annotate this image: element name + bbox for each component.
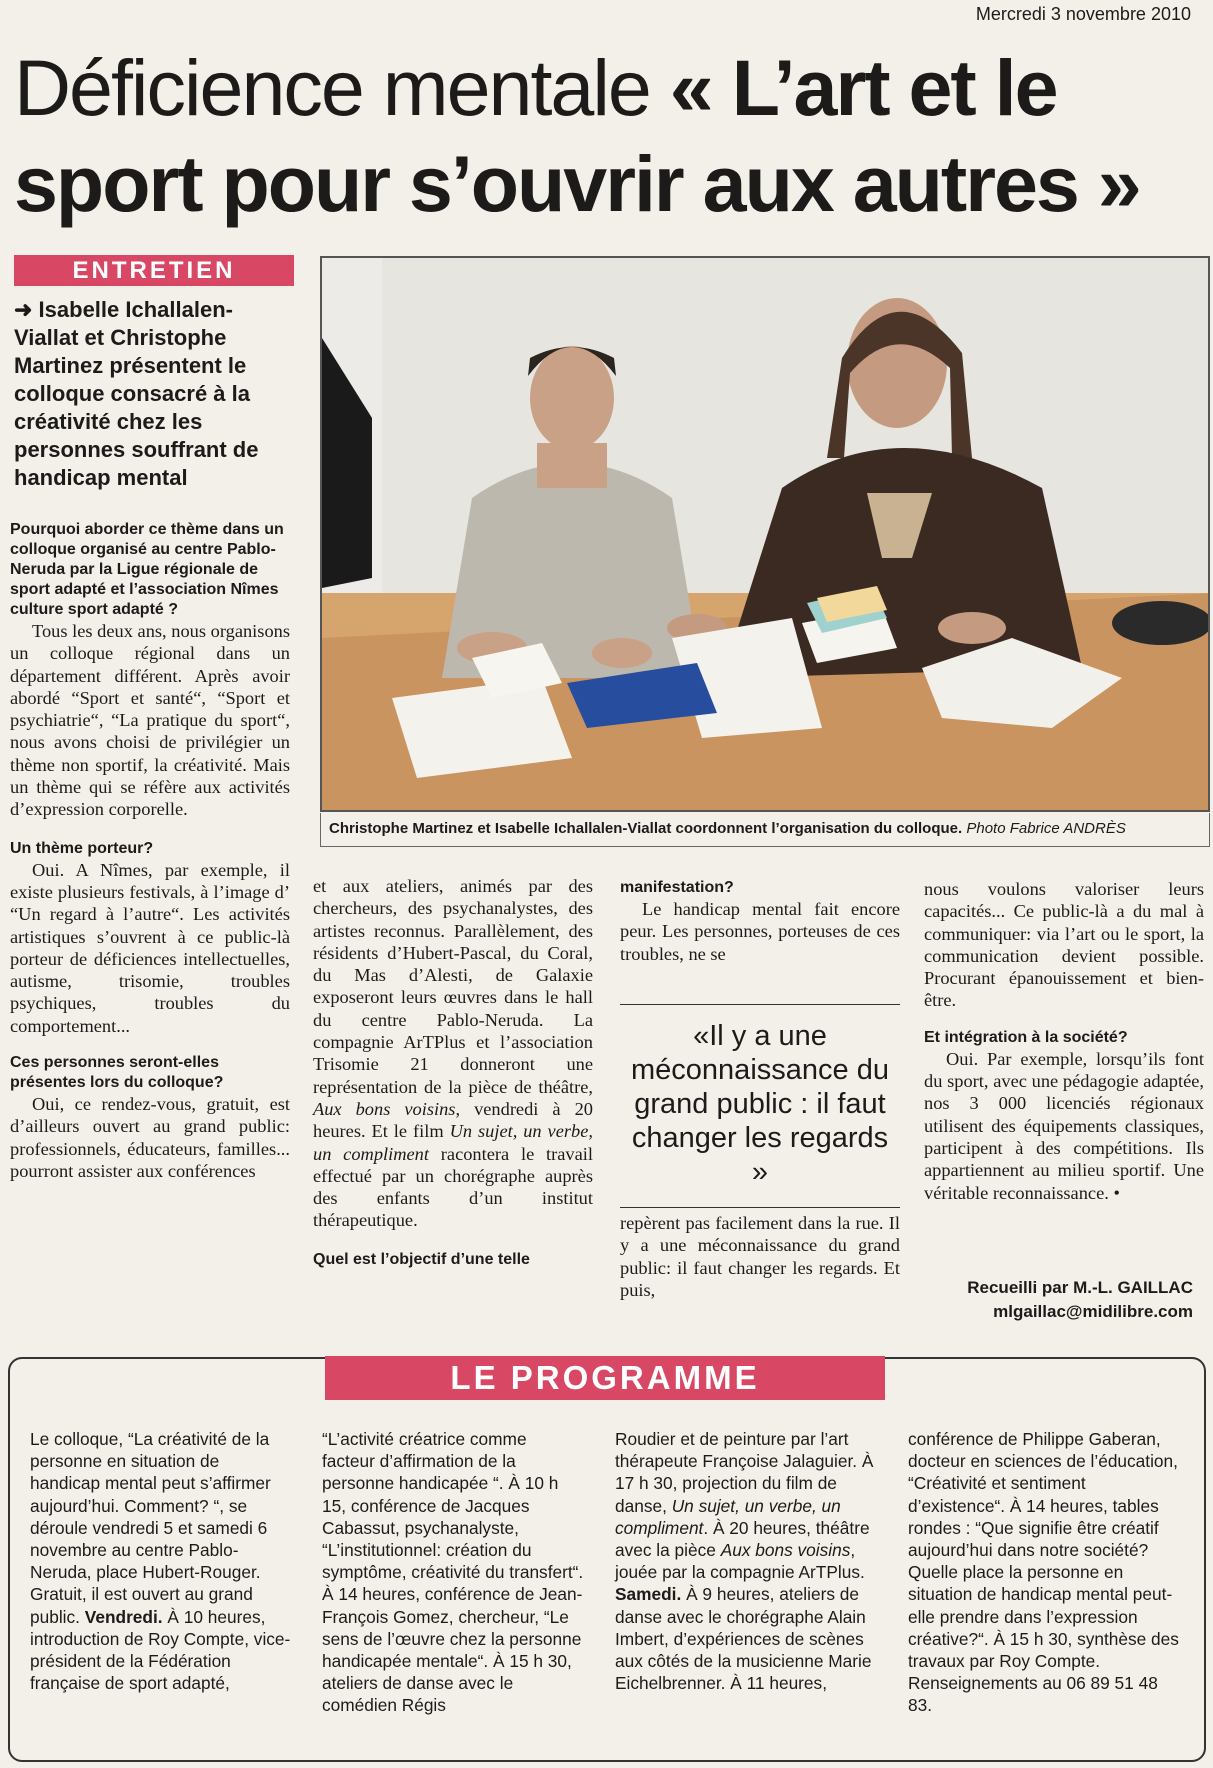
programme-text-3b: . À 20 heures, théâtre avec la pièce <box>615 1517 870 1561</box>
film-title: Un sujet, un verbe, un compliment <box>313 1121 593 1164</box>
photo-credit: Photo Fabrice ANDRÈS <box>966 820 1126 837</box>
answer-5-text: Oui. Par exemple, lorsqu’ils font du sport, avec une pédagogie adaptée, nos 3 000 licenciés régionaux utilisent des équipements classiques, participent à des compétitions. Ils appartiennent au milieu sportif. Une véritable reconnaissance. <box>924 1048 1204 1203</box>
lead-text: Isabelle Ichallalen-Viallat et Christophe Martinez présentent le colloque consacré à la créativité chez les personnes souffrant de handicap mental <box>14 297 259 490</box>
arrow-right-icon: ➜ <box>14 297 39 322</box>
programme-intro: Le colloque, “La créativité de la personne en situation de handicap mental peut s’affirmer aujourd’hui. Comment? “, se déroule vendredi 5 et samedi 6 novembre au centre Pablo-Neruda, place Hubert-Rouger. Gratuit, il est ouvert au grand public. <box>30 1429 271 1627</box>
programme-text-3a: Roudier et de peinture par l’art thérapeute Françoise Jalaguier. À 17 h 30, projection du film de danse, <box>615 1429 874 1516</box>
col2-text-2: , vendredi à 20 heures. Et le film <box>313 1098 593 1142</box>
interview-column-4 <box>924 878 1204 1204</box>
interview-column-3-top <box>620 878 900 965</box>
question-3: Ces personnes seront-elles présentes lors du colloque? <box>10 1054 224 1092</box>
programme-text-4: conférence de Philippe Gaberan, docteur en sciences de l’éducation, “Créativité et sentiment d’existence“. À 14 heures, tables rondes : “Que signifie être créatif aujourd’hui dans notre société? Quelle place la personne en situation de handicap mental peut-elle prendre dans l’expression créative?“. À 15 h 30, synthèse des travaux par Roy Compte. Renseignements au 06 89 51 48 83. <box>908 1429 1179 1716</box>
col2-text-3: racontera le travail effectué par un chorégraphe auprès des enfants d’un institut thérapeutique. <box>313 1143 593 1231</box>
rubric-label: ENTRETIEN <box>14 255 294 286</box>
article-signature <box>967 1276 1193 1324</box>
programme-play-title: Aux bons voisins <box>720 1540 851 1561</box>
lead-paragraph <box>14 296 294 492</box>
programme-text-3d: À 9 heures, ateliers de danse avec le chorégraphe Alain Imbert, d’expériences de scènes aux côtés de la musicienne Marie Eichelbrenner. À 11 heures, <box>615 1584 872 1694</box>
question-2: Un thème porteur? <box>10 839 154 857</box>
question-5: Et intégration à la société? <box>924 1028 1128 1046</box>
programme-friday-label: Vendredi. <box>84 1606 163 1627</box>
programme-saturday-label: Samedi. <box>615 1584 682 1605</box>
answer-4-part3: nous voulons valoriser leurs capacités... Ce public-là a du mal à communiquer: via l’art ou le sport, la communication devient possible. Procurant épanouissement et bien-être. <box>924 879 1204 1011</box>
headline-part2: « L’art et le sport pour s’ouvrir aux autres » <box>14 43 1140 228</box>
interview-column-3-bottom <box>620 1212 900 1301</box>
programme-text-2: “L’activité créatrice comme facteur d’affirmation de la personne handicapée “. À 10 h 15, conférence de Jacques Cabassut, psychanalyste, “L’institutionnel: création du symptôme, créativité du transfert“. À 14 heures, conférence de Jean-François Gomez, chercheur, “Le sens de l’œuvre chez la personne handicapée mentale“. À 15 h 30, ateliers de danse avec le comédien Régis <box>322 1429 584 1716</box>
programme-text-3 <box>615 1428 877 1694</box>
question-4-end: manifestation? <box>620 879 734 896</box>
interview-column-1 <box>10 520 290 1182</box>
publication-date: Mercredi 3 novembre 2010 <box>975 4 1191 24</box>
headline-part1: Déficience mentale <box>14 43 650 132</box>
caption-text: Christophe Martinez et Isabelle Ichallalen-Viallat coordonnent l’organisation du colloque. <box>329 820 963 837</box>
programme-column-4 <box>908 1428 1183 1717</box>
play-title: Aux bons voisins <box>313 1098 456 1119</box>
programme-column-1 <box>30 1428 292 1694</box>
programme-film-title: Un sujet, un verbe, un compliment <box>615 1495 841 1538</box>
programme-column-3 <box>615 1428 877 1694</box>
answer-2: Oui. A Nîmes, par exemple, il existe plusieurs festivals, à l’image d’ “Un regard à l’autre“. Les activités artistiques s’ouvrent à ce public-là porteur de déficiences intellectuelles, autisme, trisomie, troubles psychiques, troubles du comportement... <box>10 859 290 1036</box>
programme-title: LE PROGRAMME <box>325 1356 885 1400</box>
col2-text-1: et aux ateliers, animés par des chercheurs, des psychanalystes, des artistes reconnus. Parallèlement, des résidents d’Hubert-Pascal, du Coral, du Mas d’Alesti, de Galaxie exposeront leurs œuvres dans le hall du centre Pablo-Neruda. La compagnie ArTPlus et l’association Trisomie 21 donneront une représentation de la pièce de théâtre, <box>313 876 593 1097</box>
photo-illustration <box>322 258 1210 812</box>
end-bullet: • <box>1113 1182 1120 1203</box>
headline <box>14 40 1204 232</box>
question-4: Quel est l’objectif d’une telle <box>313 1250 530 1268</box>
column-2-text <box>313 875 593 1232</box>
programme-column-2 <box>322 1428 584 1717</box>
programme-text-1 <box>30 1428 292 1694</box>
answer-1: Tous les deux ans, nous organisons un colloque régional dans un département différent. Après avoir abordé “Sport et santé“, “Sport et psychiatrie“, “La pratique du sport“, nous avons choisi de privilégier un thème non sportif, la créativité. Mais un thème qui se réfère aux activités d’expression corporelle. <box>10 621 290 820</box>
pull-quote: «Il y a une méconnaissance du grand public : il faut changer les regards » <box>620 1004 900 1208</box>
question-1: Pourquoi aborder ce thème dans un colloque organisé au centre Pablo-Neruda par la Ligue régionale de sport adapté et l’association Nîmes culture sport adapté ? <box>10 521 284 618</box>
article-photo <box>320 256 1210 812</box>
answer-4-part1: Le handicap mental fait encore peur. Les personnes, porteuses de ces troubles, ne se <box>620 899 900 964</box>
programme-friday-start: À 10 heures, introduction de Roy Compte, vice-président de la Fédération française de sport adapté, <box>30 1606 291 1694</box>
programme-text-3c: , jouée par la compagnie ArTPlus. <box>615 1540 865 1583</box>
answer-3: Oui, ce rendez-vous, gratuit, est d’ailleurs ouvert au grand public: professionnels, éducateurs, familles... pourront assister aux conférences <box>10 1094 290 1181</box>
answer-5 <box>924 1048 1204 1204</box>
interview-column-2 <box>313 875 593 1270</box>
signature-email[interactable]: mlgaillac@midilibre.com <box>993 1302 1193 1321</box>
answer-4-part2: repèrent pas facilement dans la rue. Il y a une méconnaissance du grand public: il faut changer les regards. Et puis, <box>620 1213 900 1300</box>
photo-caption <box>320 813 1210 847</box>
signature-author: Recueilli par M.-L. GAILLAC <box>967 1278 1193 1297</box>
